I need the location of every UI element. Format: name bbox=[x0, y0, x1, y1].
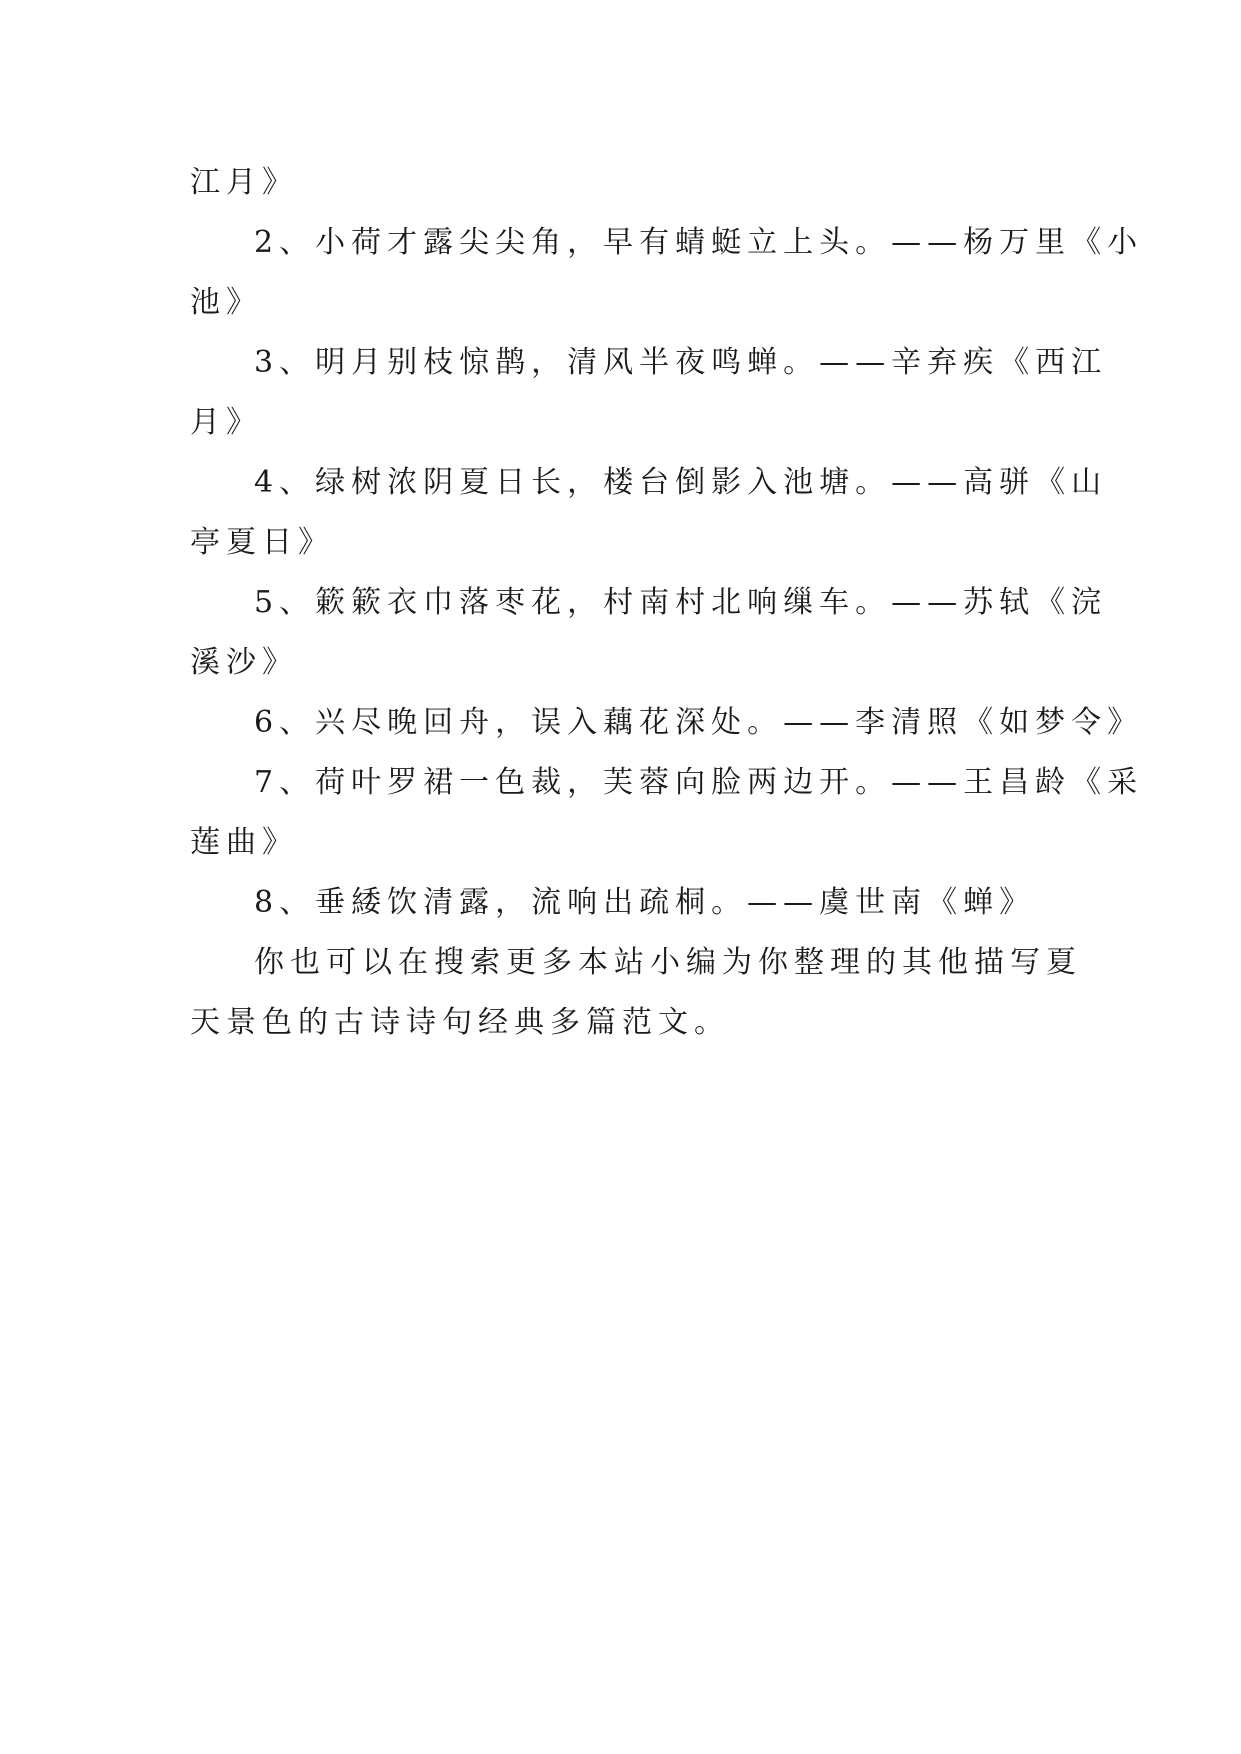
text-line: 8、垂緌饮清露，流响出疏桐。——虞世南《蝉》 bbox=[254, 885, 1036, 920]
text-line: 3、明月别枝惊鹊，清风半夜鸣蝉。——辛弃疾《西江 bbox=[254, 345, 1108, 380]
text-line: 4、绿树浓阴夏日长，楼台倒影入池塘。——高骈《山 bbox=[254, 465, 1108, 500]
text-line: 你也可以在搜索更多本站小编为你整理的其他描写夏 bbox=[254, 945, 1082, 980]
text-line: 江月》 bbox=[190, 165, 298, 200]
text-line: 6、兴尽晚回舟，误入藕花深处。——李清照《如梦令》 bbox=[254, 705, 1144, 740]
text-line: 亭夏日》 bbox=[190, 525, 334, 560]
text-line: 月》 bbox=[190, 405, 262, 440]
text-line: 池》 bbox=[190, 285, 262, 320]
text-line: 5、簌簌衣巾落枣花，村南村北响缫车。——苏轼《浣 bbox=[254, 585, 1108, 620]
document-body bbox=[190, 153, 1144, 1053]
text-line: 7、荷叶罗裙一色裁，芙蓉向脸两边开。——王昌龄《采 bbox=[254, 765, 1144, 800]
text-line: 莲曲》 bbox=[190, 825, 298, 860]
text-line: 2、小荷才露尖尖角，早有蜻蜓立上头。——杨万里《小 bbox=[254, 225, 1144, 260]
text-line: 天景色的古诗诗句经典多篇范文。 bbox=[190, 1005, 730, 1040]
text-line: 溪沙》 bbox=[190, 645, 298, 680]
